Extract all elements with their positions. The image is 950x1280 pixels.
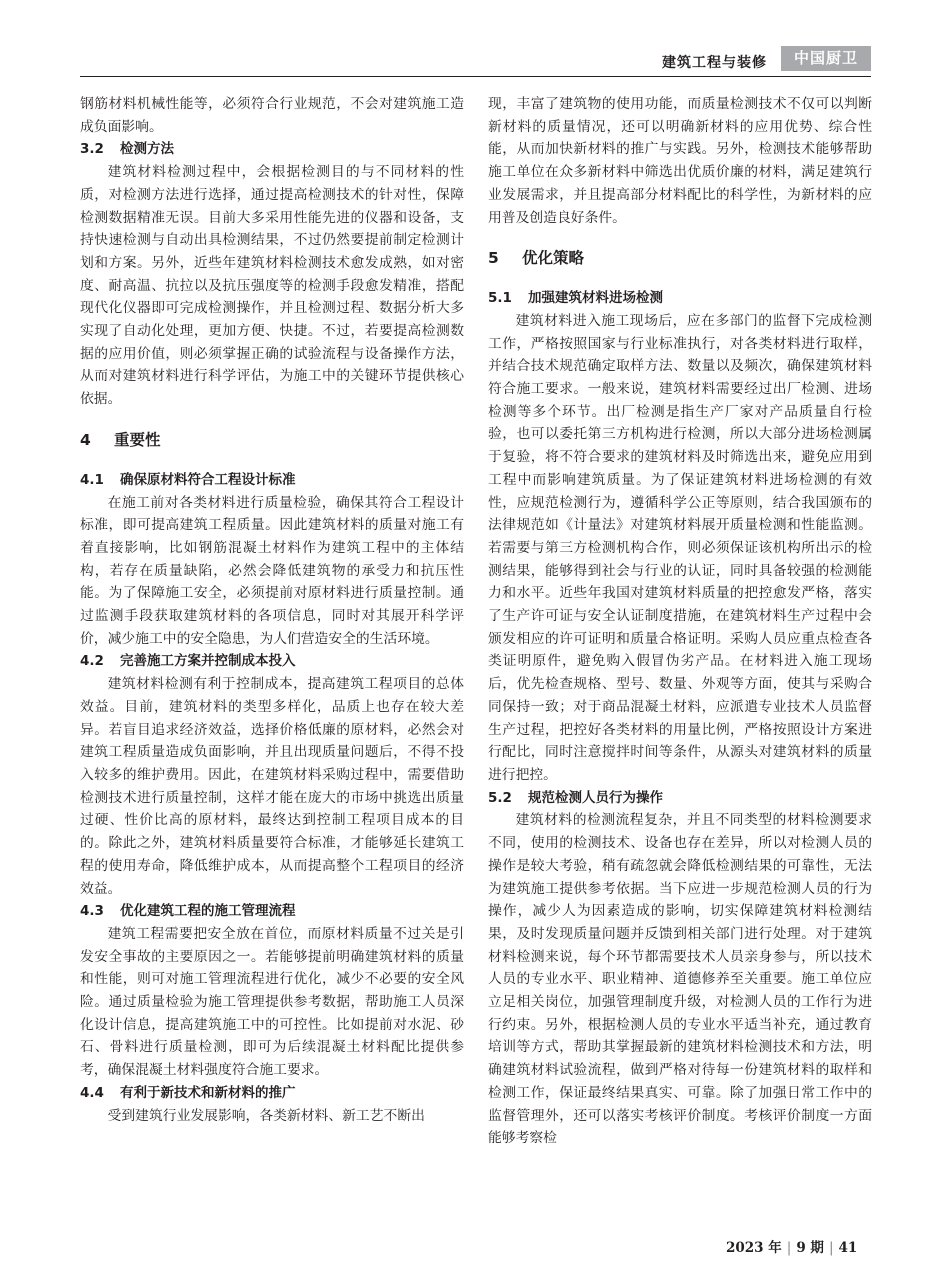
section-title: 规范检测人员行为操作 <box>528 789 663 806</box>
section-title: 确保原材料符合工程设计标准 <box>120 471 296 488</box>
section-heading-5-1 <box>488 287 872 310</box>
left-column <box>80 93 464 1127</box>
section-title: 有利于新技术和新材料的推广 <box>120 1084 296 1101</box>
section-number: 4.2 <box>80 653 104 670</box>
section-number: 4 <box>80 430 91 449</box>
section-title: 检测方法 <box>120 141 174 158</box>
paragraph: 在施工前对各类材料进行质量检验，确保其符合工程设计标准，即可提高建筑工程质量。因此建筑材料的质量对施工有着直接影响，比如钢筋混凝土材料作为建筑工程中的主体结构，若存在质量缺陷，必然会降低建筑物的承受力和抗压性能。为了保障施工安全，必须提前对原材料进行质量控制。通过监测手段获取建筑材料的各项信息，同时对其展开科学评价，减少施工中的安全隐患，为人们营造安全的生活环境。 <box>80 494 464 647</box>
footer-year: 2023 年 <box>726 1240 782 1256</box>
section-heading-3-2 <box>80 138 464 161</box>
section-heading-4 <box>80 429 464 451</box>
paragraph: 建筑材料检测过程中，会根据检测目的与不同材料的性质，对检测方法进行选择，通过提高检测技术的针对性，保障检测数据精准无误。目前大多采用性能先进的仪器和设备，支持快速检测与自动出具检测结果，不过仍然要提前制定检测计划和方案。另外，近些年建筑材料检测技术愈发成熟，如对密度、耐高温、抗拉以及抗压强度等的检测手段愈发精准，搭配现代化仪器即可完成检测操作，并且检测过程、数据分析大多实现了自动化处理，更加方便、快捷。不过，若要提高检测数据的应用价值，则必须掌握正确的试验流程与设备操作方法，从而对建筑材料进行科学评估，为施工中的关键环节提供核心依据。 <box>80 164 464 408</box>
section-heading-4-1 <box>80 469 464 492</box>
paragraph: 建筑材料检测有利于控制成本，提高建筑工程项目的总体效益。目前，建筑材料的类型多样化，品质上也存在较大差异。若盲目追求经济效益，选择价格低廉的原材料，必然会对建筑工程质量造成负面影响，并且出现质量问题后，不得不投入较多的维护费用。因此，在建筑材料采购过程中，需要借助检测技术进行质量控制，这样才能在庞大的市场中挑选出质量过硬、性价比高的原材料，最终达到控制工程项目成本的目的。除此之外，建筑材料质量要符合标准，才能够延长建筑工程的使用寿命，降低维护成本，从而提高整个工程项目的经济效益。 <box>80 676 464 897</box>
paragraph: 受到建筑行业发展影响，各类新材料、新工艺不断出 <box>107 1107 425 1124</box>
right-column <box>488 93 872 1150</box>
section-number: 3.2 <box>80 141 104 158</box>
section-title: 优化策略 <box>522 249 585 268</box>
section-heading-4-2 <box>80 650 464 673</box>
page-footer <box>726 1236 857 1256</box>
footer-separator: | <box>828 1240 834 1256</box>
paragraph: 建筑材料的检测流程复杂，并且不同类型的材料检测要求不同，使用的检测技术、设备也存在差异，所以对检测人员的操作是较大考验，稍有疏忽就会降低检测结果的可靠性，无法为建筑施工提供参考依据。当下应进一步规范检测人员的行为操作，减少人为因素造成的影响，切实保障建筑材料检测结果，及时发现质量问题并反馈到相关部门进行处理。对于建筑材料检测来说，每个环节都需要技术人员亲身参与，所以技术人员的专业水平、职业精神、道德修养至关重要。施工单位应立足相关岗位，加强管理制度升级，对检测人员的工作行为进行约束。另外，根据检测人员的专业水平适当补充，通过教育培训等方式，帮助其掌握最新的建筑材料检测技术和方法，明确建筑材料试验流程，做到严格对待每一份建筑材料的取样和检测工作，保证最终结果真实、可靠。除了加强日常工作中的监督管理外，还可以落实考核评价制度。考核评价制度一方面能够考察检 <box>488 812 872 1147</box>
header-rule <box>80 76 871 77</box>
paragraph: 钢筋材料机械性能等，必须符合行业规范，不会对建筑施工造成负面影响。 <box>80 96 464 135</box>
section-number: 5.1 <box>488 290 512 307</box>
page-number: 41 <box>838 1240 858 1256</box>
footer-separator: | <box>786 1240 792 1256</box>
magazine-name-badge: 中国厨卫 <box>781 46 871 71</box>
section-heading-5-2 <box>488 787 872 810</box>
section-title: 优化建筑工程的施工管理流程 <box>120 903 296 920</box>
footer-issue: 9 期 <box>796 1240 824 1256</box>
section-heading-4-4 <box>80 1082 464 1105</box>
section-heading-5 <box>488 247 872 269</box>
section-number: 5 <box>488 249 499 268</box>
section-number: 4.1 <box>80 471 104 488</box>
section-title: 重要性 <box>114 430 161 449</box>
paragraph: 现，丰富了建筑物的使用功能，而质量检测技术不仅可以判断新材料的质量情况，还可以明确新材料的应用优势、综合性能，从而加快新材料的推广与实践。另外，检测技术能够帮助施工单位在众多新材料中筛选出优质价廉的材料，满足建筑行业发展需求，并且提高部分材料配比的科学性，为新材料的应用普及创造良好条件。 <box>488 96 872 226</box>
section-heading-4-3 <box>80 900 464 923</box>
paragraph: 建筑工程需要把安全放在首位，而原材料质量不过关是引发安全事故的主要原因之一。若能够提前明确建筑材料的质量和性能，则可对施工管理流程进行优化，减少不必要的安全风险。通过质量检验为施工管理提供参考数据，帮助施工人员深化设计信息，提高建筑施工中的可控性。比如提前对水泥、砂石、骨料进行质量检测，即可为后续混凝土材料配比提供参考，确保混凝土材料强度符合施工要求。 <box>80 925 464 1079</box>
journal-section-title: 建筑工程与装修 <box>662 55 767 71</box>
section-number: 4.3 <box>80 903 104 920</box>
section-number: 4.4 <box>80 1084 104 1101</box>
paragraph: 建筑材料进入施工现场后，应在多部门的监督下完成检测工作，严格按照国家与行业标准执行，对各类材料进行取样，并结合技术规范确定取样方法、数量以及频次，确保建筑材料符合施工要求。一般来说，建筑材料需要经过出厂检测、进场检测等多个环节。出厂检测是指生产厂家对产品质量自行检验，也可以委托第三方机构进行检测，所以大部分进场检测属于复验，将不符合要求的建筑材料及时筛选出来，避免应用到工程中而影响建筑质量。为了保证建筑材料进场检测的有效性，应规范检测行为，遵循科学公正等原则，结合我国颁布的法律规范如《计量法》对建筑材料展开质量检测和性能监测。若需要与第三方检测机构合作，则必须保证该机构所出示的检测结果，能够得到社会与行业的认证，同时具备较强的检测能力和水平。近些年我国对建筑材料质量的把控愈发严格，落实了生产许可证与安全认证制度措施，在建筑材料生产过程中会颁发相应的许可证明和质量合格证明。采购人员应重点检查各类证明原件，避免购入假冒伪劣产品。在材料进入施工现场后，优先检查规格、型号、数量、外观等方面，使其与采购合同保持一致；对于商品混凝土材料，应派遣专业技术人员监督生产过程，把控好各类材料的用量比例，严格按照设计方案进行配比，同时注意搅拌时间等条件，从源头对建筑材料的质量进行把控。 <box>488 312 872 783</box>
section-title: 完善施工方案并控制成本投入 <box>120 653 296 670</box>
section-title: 加强建筑材料进场检测 <box>528 290 663 307</box>
section-number: 5.2 <box>488 789 512 806</box>
